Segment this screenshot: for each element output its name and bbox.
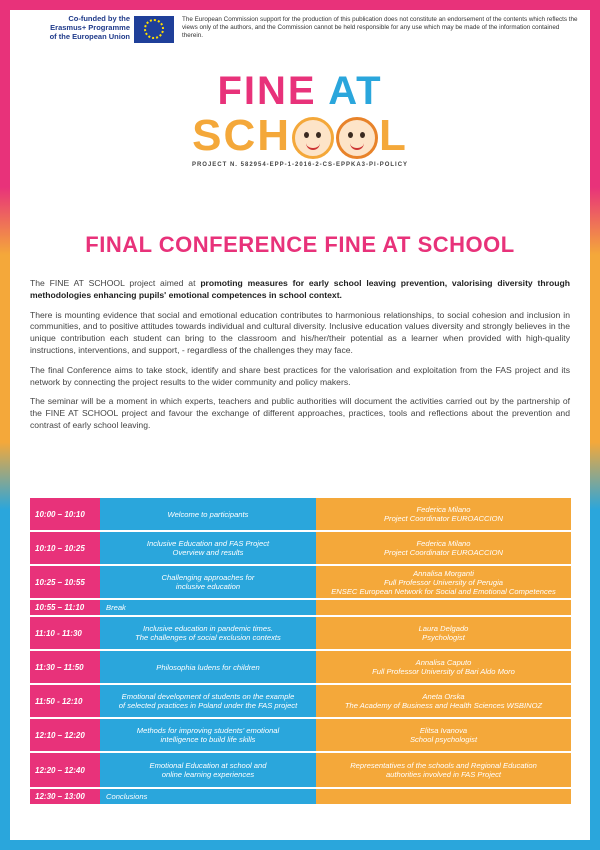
agenda-time: 12:10 – 12:20 bbox=[30, 719, 100, 751]
topic-line: Methods for improving students' emotional bbox=[136, 726, 280, 735]
agenda-speaker bbox=[316, 498, 571, 530]
logo-at: AT bbox=[328, 69, 383, 113]
agenda-row bbox=[30, 532, 571, 564]
speaker-line: Project Coordinator EUROACCION bbox=[383, 514, 503, 523]
speaker-line: Psychologist bbox=[422, 633, 465, 642]
agenda-topic: Break bbox=[100, 600, 316, 615]
agenda-row bbox=[30, 617, 571, 649]
agenda-row bbox=[30, 753, 571, 787]
agenda-row bbox=[30, 789, 571, 804]
agenda-topic bbox=[100, 651, 316, 683]
agenda-topic bbox=[100, 719, 316, 751]
topic-line: Philosophia ludens for children bbox=[156, 662, 260, 672]
topic-line: Inclusive Education and FAS Project bbox=[146, 539, 270, 548]
topic-line: inclusive education bbox=[175, 582, 241, 591]
p1-intro: The FINE AT SCHOOL project aimed at bbox=[30, 278, 196, 288]
p1-bold: promoting measures for early school leaving prevention, valorising diversity through methodologies enhancing pupils' emotional competences in school context. bbox=[30, 278, 571, 300]
eu-line-1: Co-funded by the bbox=[68, 14, 130, 23]
speaker-line: Annalisa Caputo bbox=[415, 658, 472, 667]
speaker-line: Representatives of the schools and Regional Education bbox=[350, 761, 537, 770]
topic-line: of selected practices in Poland under the FAS project bbox=[118, 701, 298, 710]
page-title: FINAL CONFERENCE FINE AT SCHOOL bbox=[85, 232, 515, 257]
speaker-line: Project Coordinator EUROACCION bbox=[383, 548, 503, 557]
agenda-row bbox=[30, 685, 571, 717]
flyer-sheet bbox=[10, 10, 590, 840]
speaker-line: Federica Milano bbox=[416, 505, 471, 514]
topic-line: online learning experiences bbox=[161, 770, 255, 779]
speaker-line: ENSEC European Network for Social and Emotional Competences bbox=[331, 586, 556, 596]
speaker-line: Elitsa Ivanova bbox=[419, 726, 468, 735]
speaker-line: Annalisa Morganti bbox=[413, 568, 474, 578]
eu-line-3: of the European Union bbox=[49, 32, 130, 41]
paragraph-3: The final Conference aims to take stock, identify and share best practices for the valorisation and exploitation from the FAS project and its network by connecting the project results to the wider community and policy makers. bbox=[30, 364, 570, 387]
agenda-time: 10:55 – 11:10 bbox=[30, 600, 100, 615]
speaker-line: School psychologist bbox=[409, 735, 478, 744]
eu-line-2: Erasmus+ Programme bbox=[50, 23, 130, 32]
agenda-row bbox=[30, 719, 571, 751]
disclaimer: The European Commission support for the production of this publication does not constitute an endorsement of the contents which reflects the views only of the authors, and the Commission cannot be held responsible for any use which may be made of the information contained therein. bbox=[182, 16, 578, 39]
agenda-speaker bbox=[316, 600, 571, 615]
agenda-topic bbox=[100, 685, 316, 717]
topic-line: Inclusive education in pandemic times. bbox=[142, 624, 273, 633]
fine-at-school-logo bbox=[10, 70, 590, 168]
speaker-line: Full Professor University of Perugia bbox=[383, 577, 503, 587]
agenda-time: 10:25 – 10:55 bbox=[30, 566, 100, 598]
topic-line: Welcome to participants bbox=[167, 509, 249, 519]
topic-line: Challenging approaches for bbox=[161, 573, 255, 582]
paragraph-2: There is mounting evidence that social and emotional education contributes to harmonious relationships, to social cohesion and inclusion in communities, and to positive attitudes towards individual and cultural diversity. Inclusive education values diversity and strongly believes in the unique contribution each student can bring to the classroom and his/her/their potential as a learner when provided with high-quality instructions, interventions, and support, - regardless of the challenges they may face. bbox=[30, 309, 570, 355]
topic-line: Overview and results bbox=[172, 548, 244, 557]
agenda-speaker bbox=[316, 685, 571, 717]
speaker-line: Federica Milano bbox=[416, 539, 471, 548]
project-number: PROJECT N. 582954-EPP-1-2016-2-CS-EPPKA3-PI-POLICY bbox=[191, 162, 409, 168]
agenda-time: 12:20 – 12:40 bbox=[30, 753, 100, 787]
agenda-table bbox=[30, 498, 571, 806]
girl-face-icon bbox=[292, 117, 334, 159]
agenda-topic bbox=[100, 617, 316, 649]
speaker-line: Full Professor University of Bari Aldo Moro bbox=[372, 667, 515, 676]
intro-text bbox=[30, 278, 570, 440]
boy-face-icon bbox=[336, 117, 378, 159]
agenda-time: 10:00 – 10:10 bbox=[30, 498, 100, 530]
topic-line: Emotional development of students on the example bbox=[121, 692, 295, 701]
agenda-speaker bbox=[316, 617, 571, 649]
agenda-row bbox=[30, 651, 571, 683]
agenda-speaker bbox=[316, 789, 571, 804]
agenda-speaker bbox=[316, 566, 571, 598]
agenda-time: 11:30 – 11:50 bbox=[30, 651, 100, 683]
agenda-time: 12:30 – 13:00 bbox=[30, 789, 100, 804]
agenda-time: 10:10 – 10:25 bbox=[30, 532, 100, 564]
speaker-line: Aneta Orska bbox=[422, 692, 465, 701]
agenda-speaker bbox=[316, 753, 571, 787]
logo-fine: FINE bbox=[217, 69, 317, 113]
paragraph-1 bbox=[30, 278, 570, 302]
agenda-row bbox=[30, 600, 571, 615]
eu-cofunded-text bbox=[18, 14, 130, 41]
agenda-time: 11:50 - 12:10 bbox=[30, 685, 100, 717]
agenda-speaker bbox=[316, 719, 571, 751]
speaker-line: authorities involved in FAS Project bbox=[385, 770, 502, 779]
logo-l: L bbox=[379, 111, 408, 160]
agenda-topic: Conclusions bbox=[100, 789, 316, 804]
agenda-topic bbox=[100, 498, 316, 530]
agenda-speaker bbox=[316, 532, 571, 564]
agenda-row bbox=[30, 498, 571, 530]
eu-flag-icon bbox=[134, 16, 174, 43]
agenda-row bbox=[30, 566, 571, 598]
speaker-line: Laura Delgado bbox=[418, 624, 469, 633]
agenda-topic bbox=[100, 566, 316, 598]
agenda-time: 11:10 - 11:30 bbox=[30, 617, 100, 649]
topic-line: intelligence to build life skills bbox=[160, 735, 256, 744]
speaker-line: The Academy of Business and Health Sciences WSBINOZ bbox=[344, 701, 543, 710]
agenda-topic bbox=[100, 753, 316, 787]
agenda-speaker bbox=[316, 651, 571, 683]
topic-line: The challenges of social exclusion contexts bbox=[135, 633, 281, 642]
agenda-topic bbox=[100, 532, 316, 564]
logo-sch: SCH bbox=[192, 111, 291, 160]
topic-line: Emotional Education at school and bbox=[149, 761, 267, 770]
paragraph-4: The seminar will be a moment in which experts, teachers and public authorities will document the activities carried out by the partnership of the FINE AT SCHOOL project and favour the exchange of different approaches, practices, tools and reflections about the prevention and contrast of early school leaving. bbox=[30, 396, 570, 430]
